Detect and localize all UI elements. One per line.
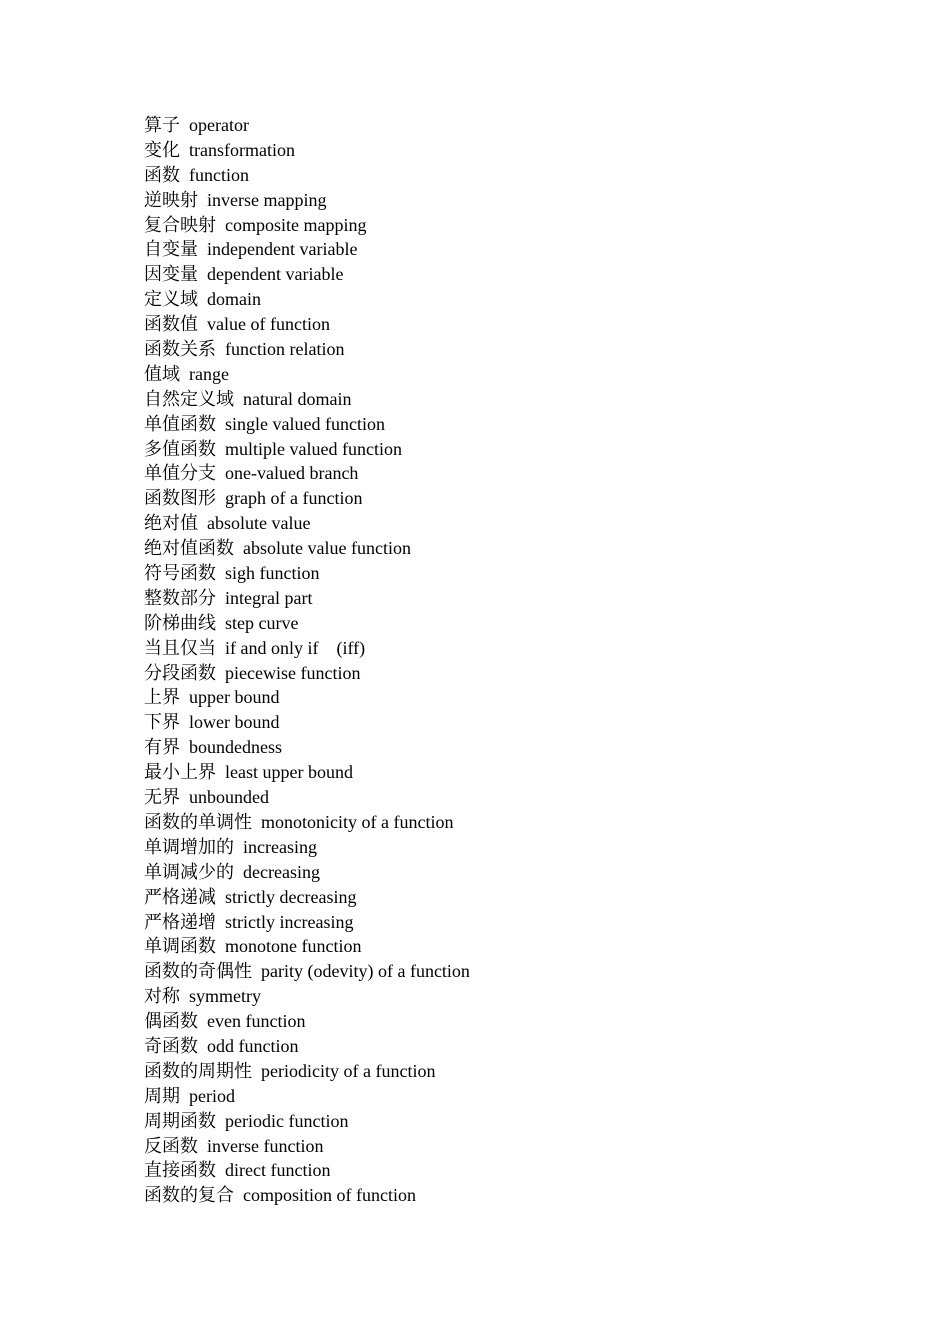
glossary-entry <box>144 337 470 362</box>
glossary-entry <box>144 387 470 412</box>
chinese-term: 最小上界 <box>144 762 216 783</box>
chinese-term: 奇函数 <box>144 1035 198 1056</box>
glossary-entry <box>144 138 470 163</box>
chinese-term: 函数 <box>144 164 180 185</box>
glossary-entry <box>144 661 470 686</box>
english-term: boundedness <box>189 737 282 758</box>
chinese-term: 单调增加的 <box>144 836 234 857</box>
english-term: if and only if (iff) <box>225 637 366 658</box>
chinese-term: 周期函数 <box>144 1110 216 1131</box>
glossary-entry <box>144 511 470 536</box>
chinese-term: 上界 <box>144 687 180 708</box>
english-term: independent variable <box>207 239 358 260</box>
glossary-entry <box>144 437 470 462</box>
english-term: composite mapping <box>225 214 367 235</box>
chinese-term: 单值函数 <box>144 413 216 434</box>
english-term: even function <box>207 1011 306 1032</box>
glossary-entry <box>144 188 470 213</box>
chinese-term: 函数的复合 <box>144 1185 234 1206</box>
english-term: graph of a function <box>225 488 363 509</box>
glossary-entry <box>144 237 470 262</box>
chinese-term: 变化 <box>144 139 180 160</box>
chinese-term: 阶梯曲线 <box>144 612 216 633</box>
chinese-term: 值域 <box>144 363 180 384</box>
english-term: decreasing <box>243 861 320 882</box>
glossary-entry <box>144 586 470 611</box>
glossary-entry <box>144 287 470 312</box>
english-term: range <box>189 363 229 384</box>
glossary-entry <box>144 810 470 835</box>
english-term: inverse mapping <box>207 189 327 210</box>
glossary-entry <box>144 461 470 486</box>
glossary-entry <box>144 735 470 760</box>
english-term: inverse function <box>207 1135 324 1156</box>
english-term: absolute value function <box>243 538 411 559</box>
glossary-entry <box>144 885 470 910</box>
english-term: symmetry <box>189 986 261 1007</box>
english-term: operator <box>189 115 249 135</box>
chinese-term: 有界 <box>144 737 180 758</box>
chinese-term: 函数关系 <box>144 339 216 360</box>
glossary-entry <box>144 113 470 138</box>
glossary-entry <box>144 611 470 636</box>
chinese-term: 反函数 <box>144 1135 198 1156</box>
chinese-term: 周期 <box>144 1085 180 1106</box>
chinese-term: 算子 <box>144 115 180 135</box>
english-term: monotonicity of a function <box>261 811 454 832</box>
english-term: one-valued branch <box>225 463 359 484</box>
english-term: increasing <box>243 836 317 857</box>
glossary-entry <box>144 1183 470 1208</box>
glossary-entry <box>144 486 470 511</box>
glossary-entry <box>144 362 470 387</box>
glossary-entry <box>144 860 470 885</box>
glossary-entry <box>144 262 470 287</box>
chinese-term: 直接函数 <box>144 1160 216 1181</box>
chinese-term: 当且仅当 <box>144 637 216 658</box>
chinese-term: 因变量 <box>144 264 198 285</box>
glossary-entry <box>144 835 470 860</box>
chinese-term: 严格递减 <box>144 886 216 907</box>
chinese-term: 分段函数 <box>144 662 216 683</box>
chinese-term: 严格递增 <box>144 911 216 932</box>
glossary-entry <box>144 1158 470 1183</box>
chinese-term: 绝对值函数 <box>144 538 234 559</box>
english-term: function <box>189 164 249 185</box>
chinese-term: 单调函数 <box>144 936 216 957</box>
english-term: unbounded <box>189 787 269 808</box>
glossary-list <box>144 113 470 1208</box>
english-term: step curve <box>225 612 299 633</box>
chinese-term: 函数的单调性 <box>144 811 252 832</box>
english-term: natural domain <box>243 388 352 409</box>
chinese-term: 无界 <box>144 787 180 808</box>
english-term: absolute value <box>207 513 311 534</box>
chinese-term: 符号函数 <box>144 563 216 584</box>
english-term: value of function <box>207 314 330 335</box>
glossary-entry <box>144 213 470 238</box>
chinese-term: 函数的奇偶性 <box>144 961 252 982</box>
chinese-term: 函数的周期性 <box>144 1060 252 1081</box>
english-term: composition of function <box>243 1185 416 1206</box>
english-term: integral part <box>225 587 313 608</box>
english-term: parity (odevity) of a function <box>261 961 470 982</box>
glossary-entry <box>144 710 470 735</box>
english-term: multiple valued function <box>225 438 402 459</box>
chinese-term: 复合映射 <box>144 214 216 235</box>
chinese-term: 自然定义域 <box>144 388 234 409</box>
glossary-entry <box>144 561 470 586</box>
english-term: domain <box>207 289 261 310</box>
english-term: function relation <box>225 339 345 360</box>
chinese-term: 对称 <box>144 986 180 1007</box>
chinese-term: 偶函数 <box>144 1011 198 1032</box>
english-term: monotone function <box>225 936 362 957</box>
english-term: direct function <box>225 1160 331 1181</box>
english-term: upper bound <box>189 687 280 708</box>
chinese-term: 整数部分 <box>144 587 216 608</box>
chinese-term: 逆映射 <box>144 189 198 210</box>
english-term: odd function <box>207 1035 299 1056</box>
chinese-term: 定义域 <box>144 289 198 310</box>
glossary-entry <box>144 934 470 959</box>
english-term: strictly increasing <box>225 911 354 932</box>
glossary-entry <box>144 1034 470 1059</box>
chinese-term: 单值分支 <box>144 463 216 484</box>
english-term: lower bound <box>189 712 280 733</box>
glossary-entry <box>144 1084 470 1109</box>
glossary-entry <box>144 163 470 188</box>
glossary-entry <box>144 910 470 935</box>
glossary-entry <box>144 984 470 1009</box>
english-term: period <box>189 1085 235 1106</box>
english-term: dependent variable <box>207 264 344 285</box>
chinese-term: 多值函数 <box>144 438 216 459</box>
glossary-entry <box>144 1134 470 1159</box>
glossary-entry <box>144 1009 470 1034</box>
chinese-term: 函数图形 <box>144 488 216 509</box>
chinese-term: 下界 <box>144 712 180 733</box>
english-term: single valued function <box>225 413 385 434</box>
english-term: periodicity of a function <box>261 1060 436 1081</box>
glossary-entry <box>144 760 470 785</box>
english-term: strictly decreasing <box>225 886 357 907</box>
chinese-term: 绝对值 <box>144 513 198 534</box>
chinese-term: 单调减少的 <box>144 861 234 882</box>
glossary-entry <box>144 1109 470 1134</box>
glossary-entry <box>144 785 470 810</box>
english-term: least upper bound <box>225 762 353 783</box>
glossary-entry <box>144 636 470 661</box>
glossary-entry <box>144 685 470 710</box>
glossary-entry <box>144 312 470 337</box>
english-term: transformation <box>189 139 295 160</box>
chinese-term: 函数值 <box>144 314 198 335</box>
glossary-entry <box>144 959 470 984</box>
glossary-entry <box>144 536 470 561</box>
glossary-entry <box>144 412 470 437</box>
english-term: sigh function <box>225 563 320 584</box>
english-term: piecewise function <box>225 662 361 683</box>
english-term: periodic function <box>225 1110 349 1131</box>
glossary-entry <box>144 1059 470 1084</box>
chinese-term: 自变量 <box>144 239 198 260</box>
